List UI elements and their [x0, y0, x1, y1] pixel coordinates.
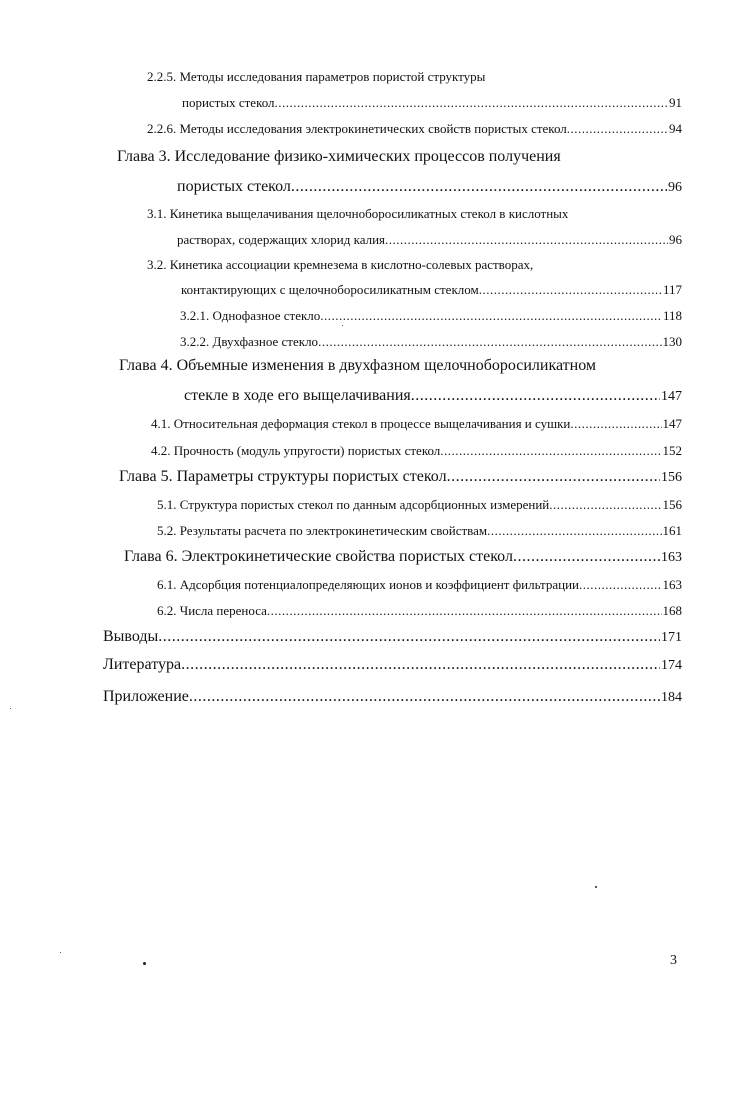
toc-literature: [103, 654, 682, 676]
toc-entry-text: 2.2.6. Методы исследования электрокинетических свойств пористых стекол: [147, 121, 567, 136]
toc-chapter-5: [119, 466, 682, 488]
toc-entry-2-2-5-cont: [182, 92, 682, 114]
toc-entry-3-2-1: [180, 305, 682, 327]
toc-entry-text: Глава 3. Исследование физико-химических процессов получения: [117, 148, 561, 165]
toc-page-number: 156: [661, 470, 682, 485]
toc-entry-text: Глава 5. Параметры структуры пористых стекол: [119, 468, 447, 485]
toc-page-number: 161: [662, 523, 682, 538]
toc-entry-3-1: [147, 203, 687, 225]
toc-entry-3-2: [147, 254, 687, 276]
toc-entry-text: стекле в ходе его выщелачивания: [184, 387, 411, 404]
dot-leader: [570, 413, 661, 435]
toc-entry-text: контактирующих с щелочноборосиликатным стеклом: [181, 282, 479, 297]
dot-leader: [411, 385, 660, 407]
dot-leader: [189, 686, 660, 708]
toc-entry-text: пористых стекол: [182, 95, 275, 110]
toc-entry-text: Глава 6. Электрокинетические свойства пористых стекол: [124, 548, 513, 565]
toc-entry-text: 5.2. Результаты расчета по электрокинетическим свойствам: [157, 523, 488, 538]
toc-page-number: 156: [662, 497, 682, 512]
dot-leader: [181, 654, 660, 676]
toc-chapter-3-cont: [177, 176, 682, 198]
dot-leader: [579, 574, 661, 596]
toc-page-number: 96: [668, 180, 682, 195]
toc-entry-3-2-2: [180, 331, 682, 353]
toc-chapter-4-cont: [184, 385, 682, 407]
toc-entry-text: 4.2. Прочность (модуль упругости) пористых стекол: [151, 443, 441, 458]
dot-leader: [440, 440, 661, 462]
toc-entry-text: Приложение: [103, 688, 189, 705]
toc-chapter-6: [124, 546, 682, 568]
toc-entry-text: 3.2. Кинетика ассоциации кремнезема в кислотно-солевых растворах,: [147, 257, 534, 272]
toc-page-number: 168: [662, 603, 682, 618]
toc-entry-text: 3.2.1. Однофазное стекло: [180, 308, 321, 323]
toc-entry-text: 3.1. Кинетика выщелачивания щелочноборосиликатных стекол в кислотных: [147, 206, 569, 221]
toc-entry-text: 3.2.2. Двухфазное стекло: [180, 334, 319, 349]
scan-speck: [342, 325, 343, 326]
toc-entry-6-1: [157, 574, 682, 596]
toc-page-number: 130: [662, 334, 682, 349]
dot-leader: [385, 229, 668, 251]
scan-speck: [143, 962, 146, 965]
toc-page-number: 163: [661, 550, 682, 565]
toc-page-number: 96: [669, 232, 682, 247]
toc-appendix: [103, 686, 682, 708]
toc-chapter-3: [117, 146, 697, 168]
toc-entry-2-2-6: [147, 118, 682, 140]
dot-leader: [479, 279, 662, 301]
dot-leader: [567, 118, 668, 140]
toc-entry-text: 6.1. Адсорбция потенциалопределяющих ионов и коэффициент фильтрации: [157, 577, 580, 592]
toc-page-number: 152: [662, 443, 682, 458]
toc-entry-text: растворах, содержащих хлорид калия: [177, 232, 386, 247]
toc-page-number: 91: [669, 95, 682, 110]
dot-leader: [513, 546, 660, 568]
toc-entry-text: Глава 4. Объемные изменения в двухфазном щелочноборосиликатном: [119, 357, 597, 374]
toc-entry-5-1: [157, 494, 682, 516]
toc-page-number: 147: [662, 416, 682, 431]
toc-entry-5-2: [157, 520, 682, 542]
toc-entry-6-2: [157, 600, 682, 622]
toc-page-number: 117: [662, 282, 682, 297]
toc-entry-3-2-cont: [181, 279, 682, 301]
toc-entry-text: Выводы: [103, 628, 159, 645]
scan-speck: [10, 708, 11, 709]
toc-chapter-4: [119, 355, 699, 377]
dot-leader: [275, 92, 668, 114]
toc-page-number: 118: [662, 308, 682, 323]
dot-leader: [291, 176, 667, 198]
dot-leader: [318, 331, 661, 353]
toc-entry-text: пористых стекол: [177, 178, 291, 195]
toc-page-number: 94: [669, 121, 682, 136]
toc-entry-3-1-cont: [177, 229, 682, 251]
toc-page-number: 147: [661, 389, 682, 404]
scan-speck: [595, 886, 597, 888]
page-number: 3: [670, 953, 677, 968]
toc-conclusions: [103, 626, 682, 648]
dot-leader: [549, 494, 661, 516]
dot-leader: [487, 520, 661, 542]
toc-entry-text: Литература: [103, 656, 182, 673]
dot-leader: [158, 626, 660, 648]
toc-entry-text: 2.2.5. Методы исследования параметров пористой структуры: [147, 69, 486, 84]
toc-entry-text: 5.1. Структура пористых стекол по данным адсорбционных измерений: [157, 497, 550, 512]
dot-leader: [320, 305, 662, 327]
dot-leader: [447, 466, 660, 488]
toc-entry-2-2-5: [147, 66, 657, 88]
toc-entry-4-2: [151, 440, 682, 462]
toc-page-number: 174: [661, 658, 682, 673]
toc-entry-text: 6.2. Числа переноса: [157, 603, 267, 618]
scan-speck: [60, 952, 61, 953]
dot-leader: [267, 600, 662, 622]
toc-entry-text: 4.1. Относительная деформация стекол в процессе выщелачивания и сушки: [151, 416, 571, 431]
toc-page-number: 184: [661, 690, 682, 705]
toc-page-number: 163: [662, 577, 682, 592]
toc-page-number: 171: [661, 630, 682, 645]
toc-entry-4-1: [151, 413, 682, 435]
